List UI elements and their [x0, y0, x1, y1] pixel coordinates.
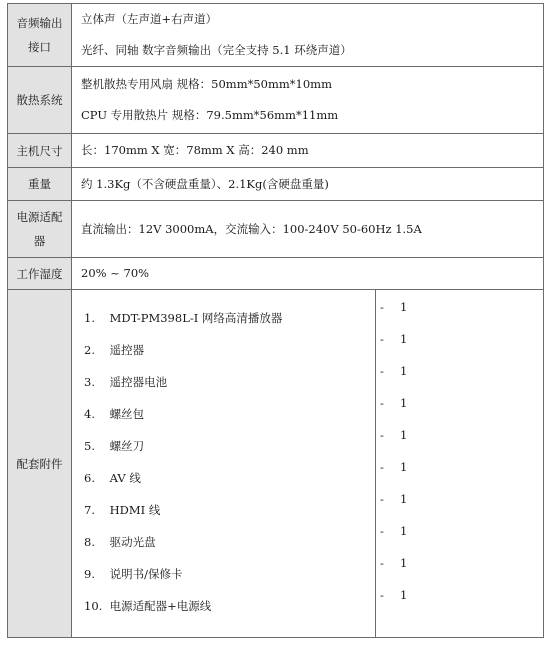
accessory-item	[84, 558, 375, 590]
qty-value: 1	[400, 556, 408, 570]
accessory-item	[84, 334, 375, 366]
label-audio-output	[8, 4, 72, 67]
qty-value: 1	[400, 428, 408, 442]
accessory-name: 螺丝刀	[109, 439, 145, 453]
accessory-num: 6.	[84, 471, 95, 485]
label-dimensions: 主机尺寸	[8, 134, 72, 168]
qty-dash: -	[380, 524, 384, 538]
accessory-num: 5.	[84, 439, 95, 453]
accessory-name: 电源适配器+电源线	[109, 599, 212, 613]
qty-value: 1	[400, 300, 408, 314]
accessory-num: 9.	[84, 567, 95, 581]
label-weight: 重量	[8, 168, 72, 201]
accessory-name: 遥控器电池	[109, 375, 168, 389]
qty-value: 1	[400, 460, 408, 474]
qty-dash: -	[380, 460, 384, 474]
accessory-qty	[380, 517, 543, 549]
qty-value: 1	[400, 492, 408, 506]
cooling-fan-text: 整机散热专用风扇 规格：50mm*50mm*10mm	[81, 77, 332, 91]
accessory-num: 1.	[84, 311, 95, 325]
row-power-adapter	[8, 201, 544, 258]
accessory-name: HDMI 线	[109, 503, 161, 517]
accessory-num: 10.	[84, 599, 103, 613]
value-dimensions: 长：170mm X 宽：78mm X 高：240 mm	[72, 134, 544, 168]
accessory-name: 驱动光盘	[109, 535, 156, 549]
accessory-qty	[380, 453, 543, 485]
qty-value: 1	[400, 588, 408, 602]
accessory-qty	[380, 549, 543, 581]
value-weight: 约 1.3Kg（不含硬盘重量）、2.1Kg(含硬盘重量)	[72, 168, 544, 201]
accessory-name: AV 线	[109, 471, 141, 485]
row-cooling	[8, 67, 544, 134]
accessories-quantity-column	[376, 290, 544, 638]
accessory-qty	[380, 293, 543, 325]
accessory-item	[84, 366, 375, 398]
accessory-qty	[380, 485, 543, 517]
accessories-list	[72, 290, 376, 638]
qty-dash: -	[380, 364, 384, 378]
row-dimensions	[8, 134, 544, 168]
accessory-item	[84, 590, 375, 622]
qty-dash: -	[380, 428, 384, 442]
accessory-qty	[380, 581, 543, 613]
label-accessories: 配套附件	[8, 290, 72, 638]
accessory-qty	[380, 389, 543, 421]
row-audio-output	[8, 4, 544, 67]
qty-value: 1	[400, 524, 408, 538]
accessory-item	[84, 430, 375, 462]
value-power-adapter: 直流输出：12V 3000mA，交流输入：100-240V 50-60Hz 1.5A	[72, 201, 544, 258]
qty-dash: -	[380, 396, 384, 410]
accessory-item	[84, 302, 375, 334]
label-humidity: 工作湿度	[8, 258, 72, 290]
accessory-num: 4.	[84, 407, 95, 421]
qty-dash: -	[380, 588, 384, 602]
qty-dash: -	[380, 556, 384, 570]
row-weight	[8, 168, 544, 201]
label-audio-output-line1: 音频输出	[16, 16, 63, 30]
cooling-heatsink-text: CPU 专用散热片 规格：79.5mm*56mm*11mm	[81, 108, 339, 122]
row-accessories	[8, 290, 544, 638]
value-cooling	[72, 67, 544, 134]
accessory-qty	[380, 357, 543, 389]
value-humidity: 20% ~ 70%	[72, 258, 544, 290]
spec-table	[7, 3, 544, 638]
accessory-qty	[380, 421, 543, 453]
qty-dash: -	[380, 300, 384, 314]
accessory-num: 8.	[84, 535, 95, 549]
accessory-num: 3.	[84, 375, 95, 389]
accessory-item	[84, 462, 375, 494]
accessory-name: 遥控器	[109, 343, 145, 357]
label-power-adapter-line1: 电源适配	[16, 210, 63, 224]
audio-digital-text: 光纤、同轴 数字音频输出（完全支持 5.1 环绕声道）	[81, 43, 352, 57]
accessory-name: 螺丝包	[109, 407, 145, 421]
accessory-name: MDT-PM398L-I 网络高清播放器	[109, 311, 283, 325]
qty-value: 1	[400, 332, 408, 346]
qty-dash: -	[380, 492, 384, 506]
qty-value: 1	[400, 396, 408, 410]
audio-stereo-text: 立体声（左声道+右声道）	[81, 12, 218, 26]
label-cooling: 散热系统	[8, 67, 72, 134]
label-audio-output-line2: 接口	[28, 40, 51, 54]
label-power-adapter	[8, 201, 72, 258]
accessory-num: 2.	[84, 343, 95, 357]
accessory-num: 7.	[84, 503, 95, 517]
qty-value: 1	[400, 364, 408, 378]
accessory-qty	[380, 325, 543, 357]
accessory-item	[84, 526, 375, 558]
accessory-item	[84, 494, 375, 526]
row-humidity	[8, 258, 544, 290]
accessory-name: 说明书/保修卡	[109, 567, 183, 581]
accessory-item	[84, 398, 375, 430]
label-power-adapter-line2: 器	[33, 234, 46, 248]
qty-dash: -	[380, 332, 384, 346]
value-audio-output	[72, 4, 544, 67]
